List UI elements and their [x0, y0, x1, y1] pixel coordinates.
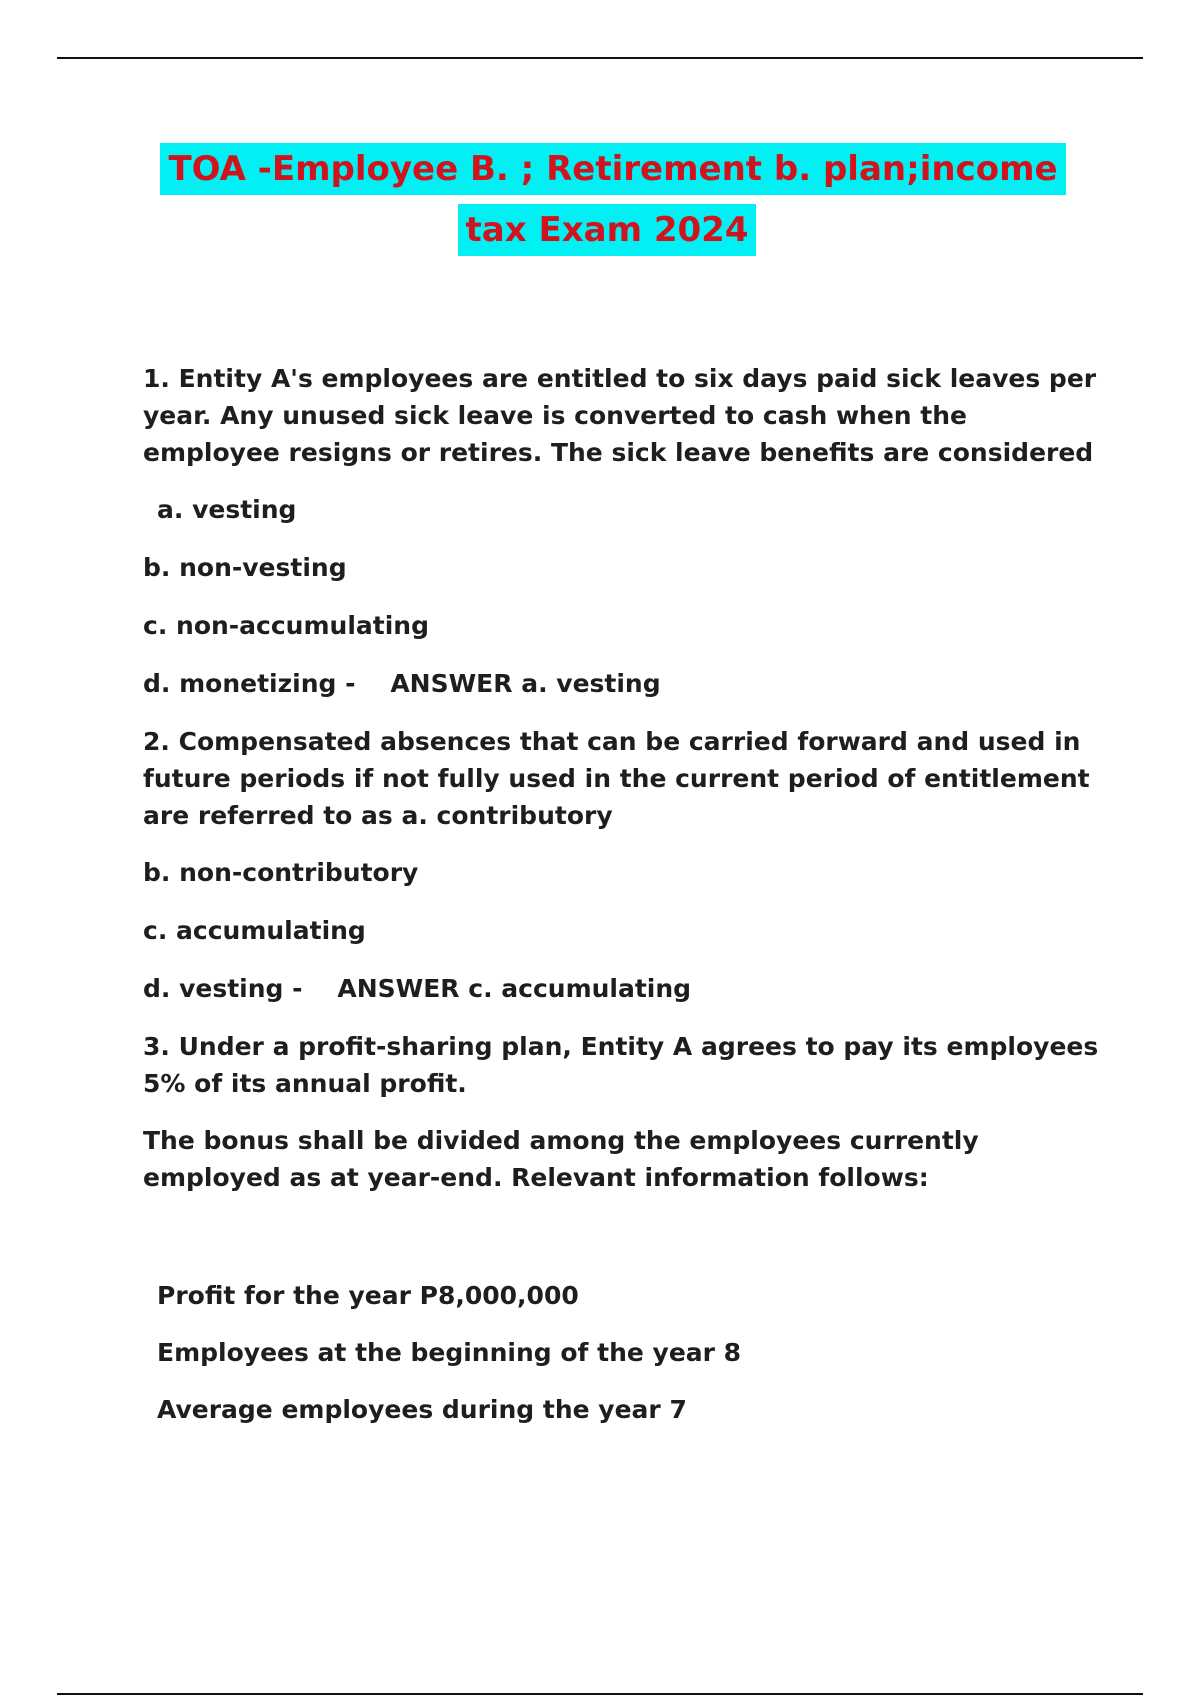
- document-body: [143, 360, 1103, 1448]
- question-1-option-c: c. non-accumulating: [143, 611, 429, 640]
- question-3-info-profit: Profit for the year P8,000,000: [157, 1281, 579, 1310]
- question-2-text: 2. Compensated absences that can be carried forward and used in future periods if not fully used in the current period of entitlement are referred to as a. contributory: [143, 727, 1090, 830]
- question-2-option-d-label: d. vesting -: [143, 974, 303, 1003]
- title-line-2: tax Exam 2024: [458, 204, 757, 256]
- question-3-info-employees-beginning: Employees at the beginning of the year 8: [157, 1338, 742, 1367]
- title-line-1: TOA -Employee B. ; Retirement b. plan;income: [160, 143, 1065, 195]
- question-1-option-b: b. non-vesting: [143, 553, 347, 582]
- question-1-text: 1. Entity A's employees are entitled to six days paid sick leaves per year. Any unused sick leave is converted to cash when the employee resigns or retires. The sick leave benefits are considered: [143, 364, 1097, 467]
- question-1-option-d: [143, 665, 1103, 702]
- question-1-option-d-label: d. monetizing -: [143, 669, 356, 698]
- question-2-answer: ANSWER c. accumulating: [337, 974, 692, 1003]
- top-rule: [57, 57, 1143, 59]
- question-3-info-average-employees: Average employees during the year 7: [157, 1395, 687, 1424]
- question-2-option-c: c. accumulating: [143, 916, 366, 945]
- question-2-option-b: b. non-contributory: [143, 858, 419, 887]
- document-title: [0, 143, 1200, 265]
- question-3-text: 3. Under a profit-sharing plan, Entity A agrees to pay its employees 5% of its annual profit.: [143, 1032, 1099, 1098]
- spacer: [143, 1216, 1103, 1277]
- question-3-text-continued: The bonus shall be divided among the employees currently employed as at year-end. Relevant information follows:: [143, 1126, 979, 1192]
- question-1-option-a: a. vesting: [157, 495, 297, 524]
- question-2-option-d: [143, 970, 1103, 1007]
- question-1-answer: ANSWER a. vesting: [390, 669, 661, 698]
- bottom-rule: [57, 1693, 1143, 1695]
